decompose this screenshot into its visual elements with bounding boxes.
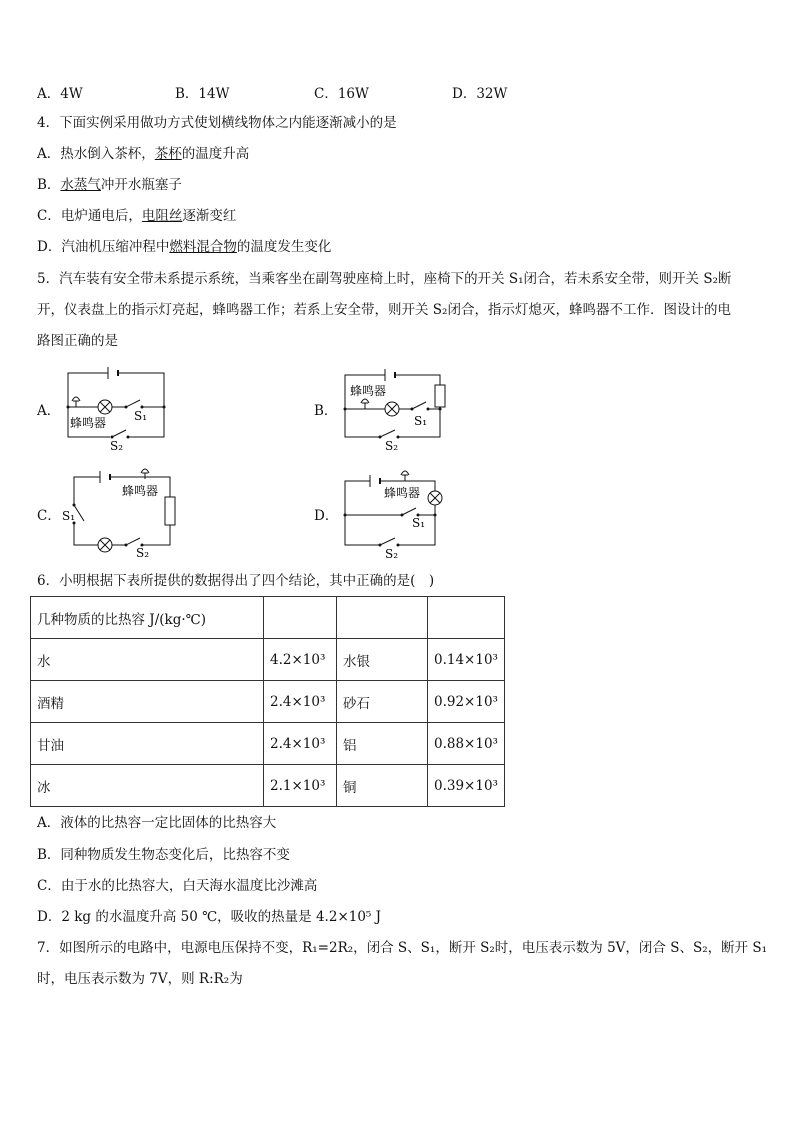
q6-option-b: B．同种物质发生物态变化后，比热容不变 bbox=[37, 847, 290, 863]
table-header-cell: 几种物质的比热容 J/(kg·℃) bbox=[31, 597, 264, 639]
q5-option-b-label: B． bbox=[314, 403, 338, 419]
table-row bbox=[31, 681, 505, 723]
circuit-a-buzzer-label: 蜂鸣器 bbox=[70, 416, 107, 430]
q5-stem-line2: 开，仪表盘上的指示灯亮起，蜂鸣器工作；若系上安全带，则开关 S₂闭合，指示灯熄灭，蜂鸣器不工作．图设计的电 bbox=[37, 302, 731, 318]
table-cell: 4.2×10³ bbox=[264, 639, 337, 681]
circuit-diagram-c bbox=[60, 465, 185, 560]
q3-option-c: C．16W bbox=[314, 86, 369, 102]
q4-stem: 4．下面实例采用做功方式使划横线物体之内能逐渐减小的是 bbox=[37, 115, 397, 131]
q6-option-d: D．2 kg 的水温度升高 50 ℃，吸收的热量是 4.2×10⁵ J bbox=[37, 909, 382, 925]
q4-option-b: B．水蒸气冲开水瓶塞子 bbox=[37, 177, 182, 193]
table-row bbox=[31, 723, 505, 765]
q6-stem: 6．小明根据下表所提供的数据得出了四个结论，其中正确的是( ) bbox=[37, 573, 435, 589]
table-header-row bbox=[31, 597, 505, 639]
circuit-d-buzzer-label: 蜂鸣器 bbox=[384, 486, 421, 500]
table-row bbox=[31, 765, 505, 807]
q6-option-c: C．由于水的比热容大，白天海水温度比沙滩高 bbox=[37, 878, 318, 894]
table-cell: 冰 bbox=[31, 765, 264, 807]
q5-stem-line3: 路图正确的是 bbox=[37, 333, 118, 349]
circuit-c-s2-label: S₂ bbox=[136, 546, 150, 560]
q5-option-d-label: D． bbox=[314, 508, 339, 524]
q7-stem-line1: 7．如图所示的电路中，电源电压保持不变，R₁=2R₂，闭合 S、S₁，断开 S₂时，电压表示数为 5V，闭合 S、S₂，断开 S₁ bbox=[37, 940, 768, 956]
circuit-b-s2-label: S₂ bbox=[385, 439, 399, 453]
circuit-diagram-b bbox=[340, 365, 455, 455]
q3-option-b: B．14W bbox=[175, 86, 230, 102]
table-cell: 砂石 bbox=[337, 681, 428, 723]
table-cell: 2.1×10³ bbox=[264, 765, 337, 807]
table-cell: 0.39×10³ bbox=[428, 765, 505, 807]
q4-option-d: D．汽油机压缩冲程中燃料混合物的温度发生变化 bbox=[37, 239, 332, 255]
table-row bbox=[31, 639, 505, 681]
table-cell: 酒精 bbox=[31, 681, 264, 723]
q5-option-a-label: A． bbox=[37, 403, 61, 419]
table-cell bbox=[428, 597, 505, 639]
table-cell: 0.92×10³ bbox=[428, 681, 505, 723]
table-cell: 0.14×10³ bbox=[428, 639, 505, 681]
table-cell: 铝 bbox=[337, 723, 428, 765]
table-cell: 铜 bbox=[337, 765, 428, 807]
table-cell: 0.88×10³ bbox=[428, 723, 505, 765]
q5-option-c-label: C． bbox=[37, 508, 61, 524]
circuit-a-s1-label: S₁ bbox=[134, 409, 148, 423]
table-cell: 2.4×10³ bbox=[264, 681, 337, 723]
q3-option-a: A．4W bbox=[37, 86, 83, 102]
circuit-diagram-a bbox=[60, 365, 170, 455]
table-cell: 水 bbox=[31, 639, 264, 681]
circuit-d-s2-label: S₂ bbox=[385, 547, 399, 560]
circuit-b-s1-label: S₁ bbox=[414, 414, 428, 428]
circuit-a-s2-label: S₂ bbox=[110, 439, 124, 453]
specific-heat-table bbox=[30, 596, 505, 807]
q4-option-a: A．热水倒入茶杯，茶杯的温度升高 bbox=[37, 146, 250, 162]
q6-option-a: A．液体的比热容一定比固体的比热容大 bbox=[37, 815, 277, 831]
circuit-c-s1-label: S₁ bbox=[62, 509, 76, 523]
table-cell: 甘油 bbox=[31, 723, 264, 765]
q4-option-c: C．电炉通电后，电阻丝逐渐变红 bbox=[37, 208, 237, 224]
circuit-d-s1-label: S₁ bbox=[412, 516, 426, 530]
table-cell: 水银 bbox=[337, 639, 428, 681]
circuit-diagram-d bbox=[340, 465, 460, 560]
circuit-b-buzzer-label: 蜂鸣器 bbox=[350, 384, 387, 398]
table-cell bbox=[264, 597, 337, 639]
table-cell: 2.4×10³ bbox=[264, 723, 337, 765]
q7-stem-line2: 时，电压表示数为 7V，则 R:R₂为 bbox=[37, 971, 243, 987]
q3-option-d: D．32W bbox=[452, 86, 508, 102]
q5-stem-line1: 5．汽车装有安全带未系提示系统，当乘客坐在副驾驶座椅上时，座椅下的开关 S₁闭合，若未系安全带，则开关 S₂断 bbox=[37, 271, 732, 287]
circuit-c-buzzer-label: 蜂鸣器 bbox=[122, 484, 159, 498]
table-cell bbox=[337, 597, 428, 639]
